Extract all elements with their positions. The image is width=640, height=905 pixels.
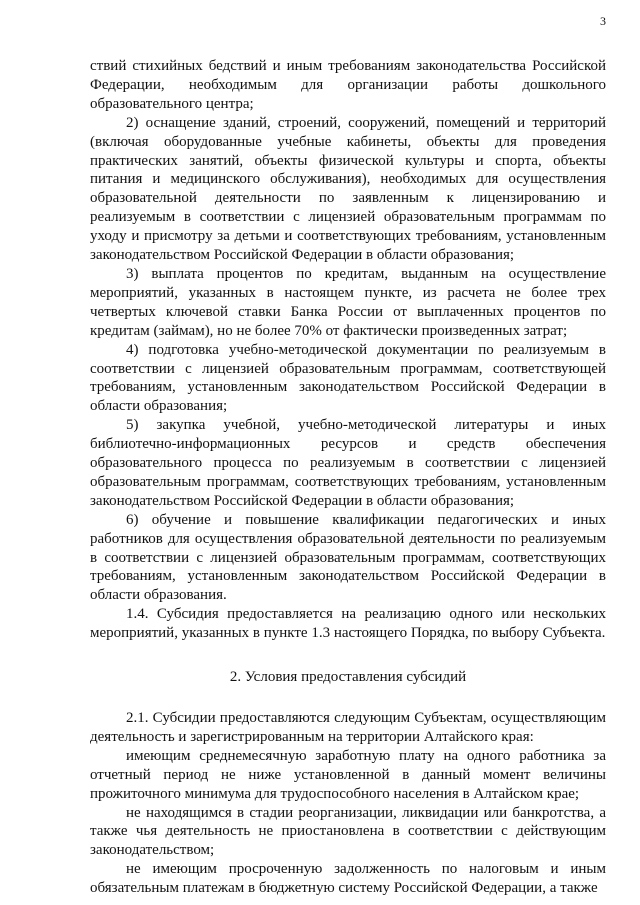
paragraph-item-3: 3) выплата процентов по кредитам, выданным на осуществление мероприятий, указанных в настоящем пункте, из расчета не более трех четвертых ключевой ставки Банка России от выплаченных процентов по кредитам (займам), но не более 70% от фактически произведенных затрат; — [90, 265, 606, 339]
paragraph-condition-reorganization: не находящимся в стадии реорганизации, ликвидации или банкротства, а также чья деятельность не приостановлена в соответствии с действующим законодательством; — [90, 804, 606, 859]
paragraph-item-5: 5) закупка учебной, учебно-методической литературы и иных библиотечно-информационных ресурсов и средств обеспечения образовательного процесса по реализуемым в соответствии с лицензией образовательным программам, соответствующих требованиям, установленным законодательством Российской Федерации в области образования; — [90, 417, 606, 509]
paragraph-continuation: ствий стихийных бедствий и иным требованиям законодательства Российской Федерации, необходимым для организации работы дошкольного образовательного центра; — [90, 58, 606, 112]
paragraph-1-4: 1.4. Субсидия предоставляется на реализацию одного или нескольких мероприятий, указанных в пункте 1.3 настоящего Порядка, по выбору Субъекта. — [90, 606, 606, 642]
paragraph-item-4: 4) подготовка учебно-методической документации по реализуемым в соответствии с лицензией образовательным программам, соответствующей требованиям, установленным законодательством Российской Федерации в области образования; — [90, 341, 606, 415]
section-heading: 2. Условия предоставления субсидий — [229, 669, 467, 686]
page-number: 3 — [600, 14, 606, 28]
paragraph-2-1: 2.1. Субсидии предоставляются следующим Субъектам, осуществляющим деятельность и зарегистрированным на территории Алтайского края: — [90, 710, 606, 745]
paragraph-item-6: 6) обучение и повышение квалификации педагогических и иных работников для осуществления образовательной деятельности по реализуемым в соответствии с лицензией образовательным программам, соответствующих требованиям, установленным законодательством Российской Федерации в области образования. — [90, 511, 606, 604]
document-body — [90, 57, 606, 898]
paragraph-condition-debt: не имеющим просроченную задолженность по налоговым и иным обязательным платежам в бюджетную систему Российской Федерации, а также — [90, 861, 606, 897]
paragraph-condition-salary: имеющим среднемесячную заработную плату на одного работника за отчетный период не ниже установленной в данный момент величины прожиточного минимума для трудоспособного населения в Алтайском крае; — [90, 747, 606, 802]
paragraph-item-2: 2) оснащение зданий, строений, сооружений, помещений и территорий (включая оборудованные учебные кабинеты, объекты для проведения практических занятий, объекты физической культуры и спорта, объекты питания и медицинского обслуживания), необходимых для осуществления образовательной деятельности по заявленным к лицензированию и реализуемым в соответствии с лицензией образовательным программам по уходу и присмотру за детьми и соответствующих требованиям, установленным законодательством Российской Федерации в области образования; — [90, 114, 606, 264]
